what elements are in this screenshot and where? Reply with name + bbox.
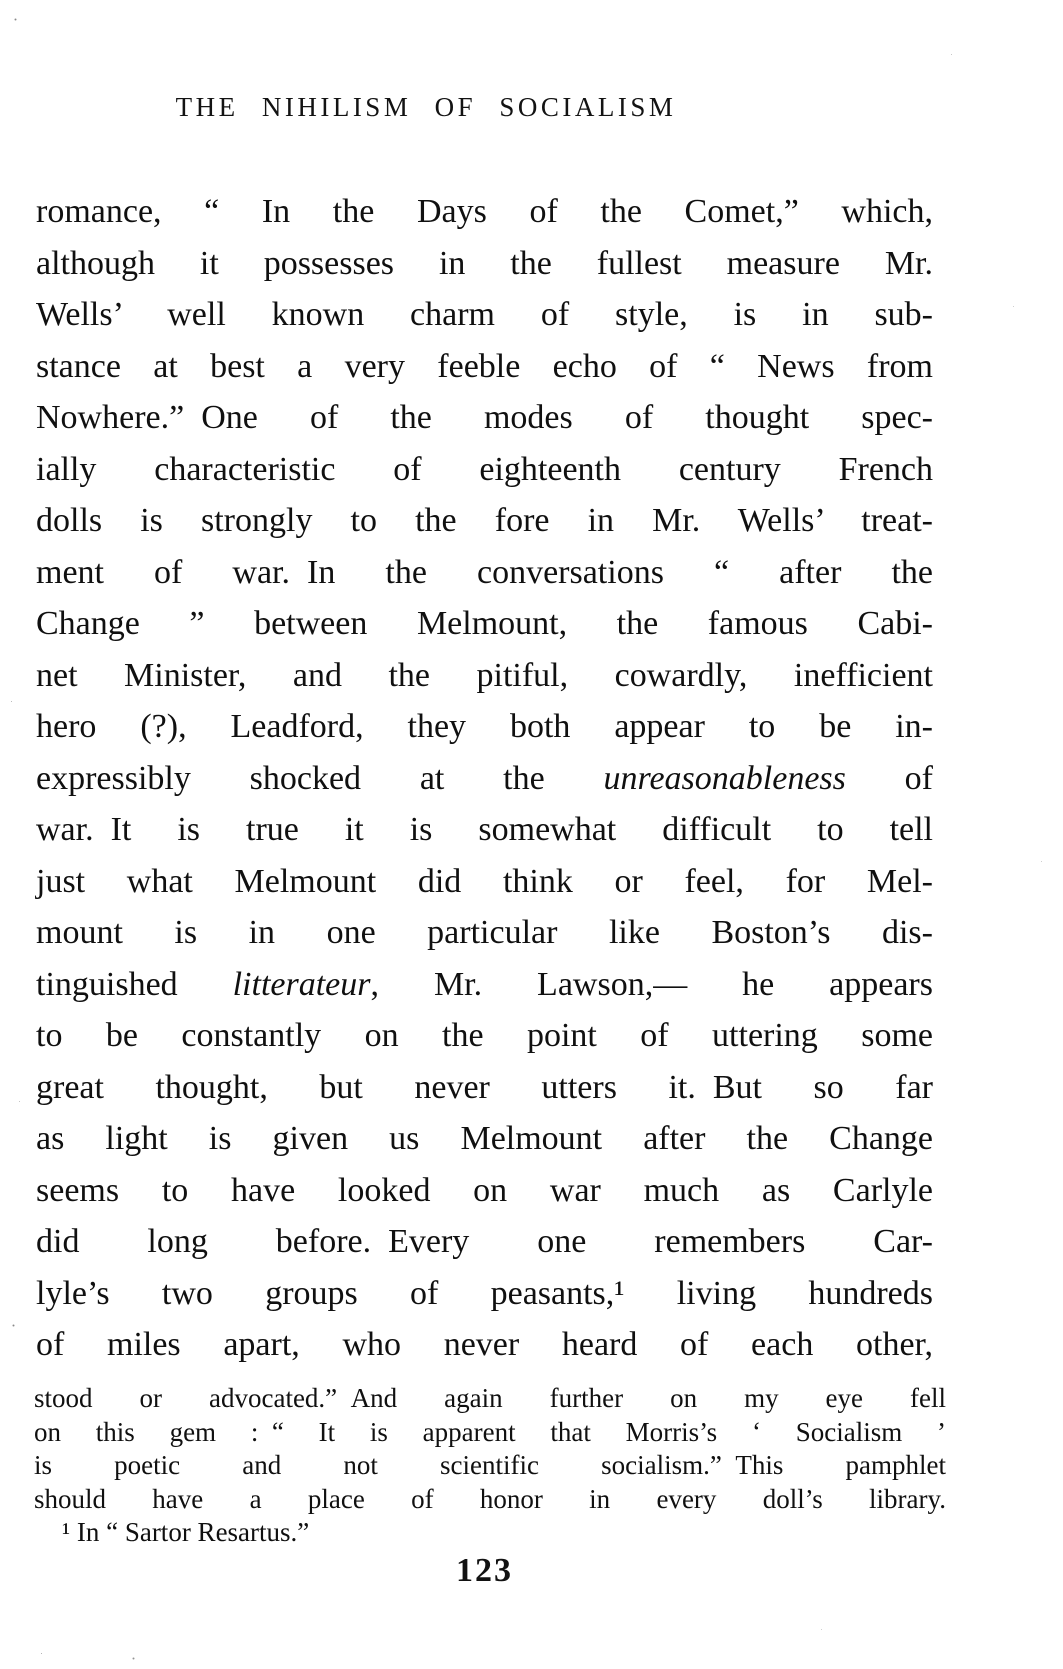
text-line: as light is given us Melmount after the Change xyxy=(36,1120,933,1157)
text-line: Wells’ well known charm of style, is in sub- xyxy=(36,296,933,333)
footnote-reference: ¹ In “ Sartor Resartus.” xyxy=(62,1517,310,1547)
text-line: tinguished litterateur, Mr. Lawson,— he appears xyxy=(36,965,933,1003)
text-line: expressibly shocked at the unreasonableness of xyxy=(36,759,933,797)
text-line: Change ” between Melmount, the famous Cabi- xyxy=(36,605,933,642)
body-text xyxy=(36,186,933,1371)
text-line: is poetic and not scientific socialism.” This pamphlet xyxy=(34,1450,946,1480)
text-line: although it possesses in the fullest measure Mr. xyxy=(36,244,933,282)
text-line: of miles apart, who never heard of each other, xyxy=(36,1326,933,1363)
text-line: did long before. Every one remembers Car- xyxy=(36,1223,933,1260)
text-line: romance, “ In the Days of the Comet,” which, xyxy=(36,193,933,230)
text-line: to be constantly on the point of uttering some xyxy=(36,1017,933,1054)
text-line: stance at best a very feeble echo of “ News from xyxy=(36,347,933,385)
running-header: THE NIHILISM OF SOCIALISM xyxy=(175,92,677,122)
text-line: Nowhere.” One of the modes of thought spec- xyxy=(36,399,933,436)
text-line: mount is in one particular like Boston’s dis- xyxy=(36,914,933,951)
text-line: lyle’s two groups of peasants,¹ living hundreds xyxy=(36,1274,933,1312)
footnote xyxy=(34,1382,946,1516)
text-line: hero (?), Leadford, they both appear to be in- xyxy=(36,708,933,745)
text-line: ment of war. In the conversations “ after the xyxy=(36,553,933,591)
text-line: great thought, but never utters it. But so far xyxy=(36,1068,933,1106)
text-line: seems to have looked on war much as Carlyle xyxy=(36,1171,933,1209)
text-line: on this gem : “ It is apparent that Morris’s ‘ Socialism ’ xyxy=(34,1416,946,1447)
text-line: net Minister, and the pitiful, cowardly, inefficient xyxy=(36,656,933,694)
text-line: should have a place of honor in every doll’s library. xyxy=(34,1483,946,1514)
text-line: ially characteristic of eighteenth century French xyxy=(36,450,933,488)
scan-noise xyxy=(0,0,3,3)
page-number: 123 xyxy=(456,1552,513,1589)
text-line: just what Melmount did think or feel, for Mel- xyxy=(36,862,933,900)
text-line: stood or advocated.” And again further on my eye fell xyxy=(34,1383,946,1413)
text-line: dolls is strongly to the fore in Mr. Wells’ treat- xyxy=(36,502,933,539)
text-line: war. It is true it is somewhat difficult to tell xyxy=(36,811,933,848)
